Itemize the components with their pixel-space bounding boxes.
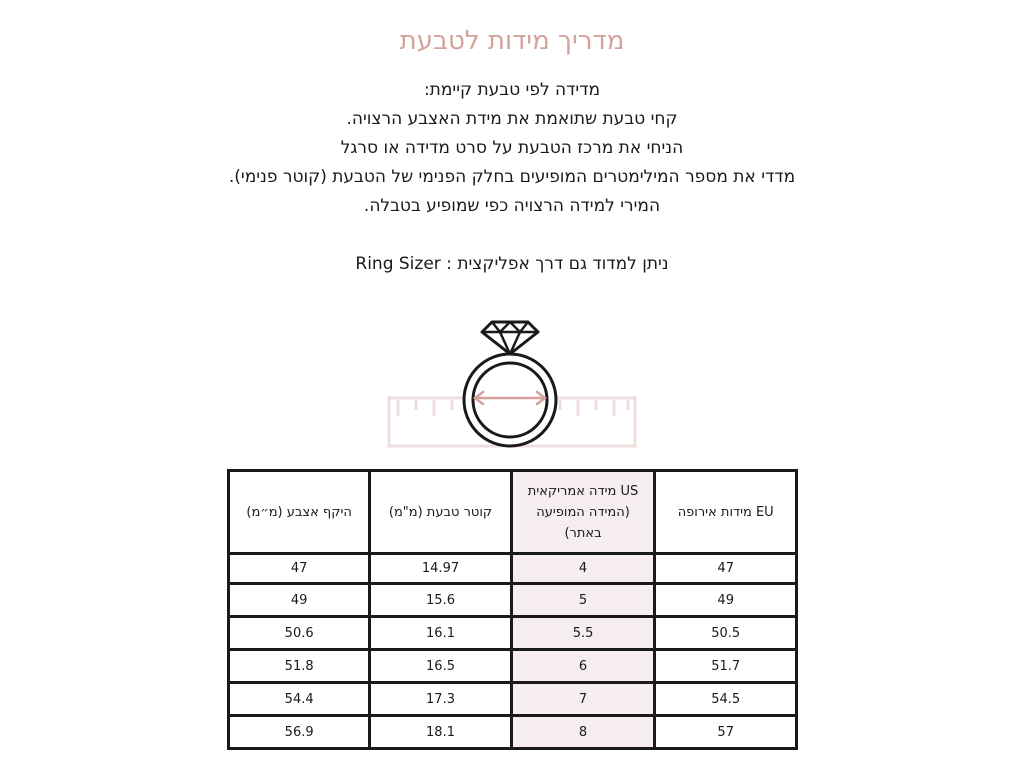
diameter-cell: 18.1: [370, 716, 511, 749]
header-us-line: (המידה המופיעה: [536, 504, 630, 520]
eu-cell: 54.5: [655, 683, 797, 716]
circumference-cell: 51.8: [229, 650, 370, 683]
ring-size-table: [227, 469, 798, 750]
ring-icon: [464, 322, 556, 446]
header-us-line: US מידה אמריקאית: [527, 483, 639, 499]
header-us-line: באתר): [564, 525, 602, 541]
table-row: [229, 584, 797, 617]
circumference-cell: 56.9: [229, 716, 370, 749]
us-cell: 6: [511, 650, 655, 683]
diameter-cell: 16.1: [370, 617, 511, 650]
us-cell: 7: [511, 683, 655, 716]
table-row: [229, 554, 797, 584]
us-cell: 4: [511, 554, 655, 584]
table-row: [229, 716, 797, 749]
header-eu-size: EU מידות אירופה: [655, 471, 797, 554]
header-us-size: [511, 471, 655, 554]
page-title: מדריך מידות לטבעת: [399, 26, 625, 56]
table-row: [229, 683, 797, 716]
app-note: ניתן למדוד גם דרך אפליקצית : Ring Sizer: [355, 254, 669, 274]
instruction-line: המירי למידה הרצויה כפי שמופיע בטבלה.: [363, 196, 661, 216]
table-row: [229, 617, 797, 650]
us-cell: 5: [511, 584, 655, 617]
us-cell: 8: [511, 716, 655, 749]
instruction-line: מדידה לפי טבעת קיימת:: [423, 80, 601, 100]
table-header-row: [229, 471, 797, 554]
diameter-cell: 15.6: [370, 584, 511, 617]
diameter-cell: 17.3: [370, 683, 511, 716]
eu-cell: 51.7: [655, 650, 797, 683]
circumference-cell: 49: [229, 584, 370, 617]
eu-cell: 57: [655, 716, 797, 749]
eu-cell: 50.5: [655, 617, 797, 650]
instruction-line: קחי טבעת שתואמת את מידת האצבע הרצויה.: [346, 109, 678, 129]
instruction-line: מדדי את מספר המילימטרים המופיעים בחלק הפנימי של הטבעת (קוטר פנימי).: [228, 167, 796, 187]
circumference-cell: 47: [229, 554, 370, 584]
diameter-cell: 14.97: [370, 554, 511, 584]
us-cell: 5.5: [511, 617, 655, 650]
eu-cell: 49: [655, 584, 797, 617]
diameter-cell: 16.5: [370, 650, 511, 683]
circumference-cell: 54.4: [229, 683, 370, 716]
instruction-line: הניחי את מרכז הטבעת על סרט מדידה או סרגל: [340, 138, 684, 158]
circumference-cell: 50.6: [229, 617, 370, 650]
table-row: [229, 650, 797, 683]
eu-cell: 47: [655, 554, 797, 584]
ring-on-ruler-icon: [386, 316, 638, 452]
header-ring-diameter: קוטר טבעת (מ"מ): [370, 471, 511, 554]
header-finger-circumference: היקף אצבע (מ״מ): [229, 471, 370, 554]
instructions-block: [0, 76, 1024, 221]
